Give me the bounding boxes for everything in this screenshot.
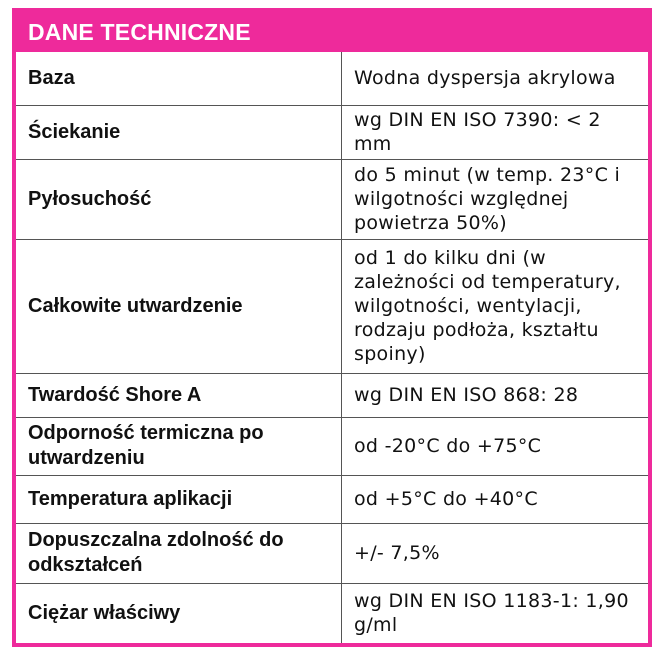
row-value: Wodna dyspersja akrylowa bbox=[342, 52, 649, 105]
row-label: Ciężar właściwy bbox=[16, 583, 342, 643]
row-value: od -20°C do +75°C bbox=[342, 417, 649, 475]
row-value: od +5°C do +40°C bbox=[342, 475, 649, 523]
row-label: Twardość Shore A bbox=[16, 373, 342, 417]
row-label: Pyłosuchość bbox=[16, 159, 342, 239]
table-row bbox=[16, 159, 648, 239]
table-row bbox=[16, 417, 648, 475]
row-value: do 5 minut (w temp. 23°C i wilgotności względnej powietrza 50%) bbox=[342, 159, 649, 239]
row-value: +/- 7,5% bbox=[342, 523, 649, 583]
row-value: wg DIN EN ISO 868: 28 bbox=[342, 373, 649, 417]
row-label: Baza bbox=[16, 52, 342, 105]
table-title: DANE TECHNICZNE bbox=[16, 12, 648, 52]
table-row bbox=[16, 523, 648, 583]
row-value: wg DIN EN ISO 7390: < 2 mm bbox=[342, 105, 649, 159]
table-row bbox=[16, 583, 648, 643]
row-label: Temperatura aplikacji bbox=[16, 475, 342, 523]
row-label: Odporność termiczna po utwardzeniu bbox=[16, 417, 342, 475]
table-row bbox=[16, 373, 648, 417]
table-row bbox=[16, 105, 648, 159]
row-label: Ściekanie bbox=[16, 105, 342, 159]
row-value: wg DIN EN ISO 1183-1: 1,90 g/ml bbox=[342, 583, 649, 643]
table-row bbox=[16, 239, 648, 373]
table-row bbox=[16, 475, 648, 523]
row-value: od 1 do kilku dni (w zależności od temperatury, wilgotności, wentylacji, rodzaju podłoża, kształtu spoiny) bbox=[342, 239, 649, 373]
spec-table bbox=[16, 52, 648, 643]
technical-data-table bbox=[12, 8, 652, 647]
row-label: Całkowite utwardzenie bbox=[16, 239, 342, 373]
row-label: Dopuszczalna zdolność do odkształceń bbox=[16, 523, 342, 583]
table-row bbox=[16, 52, 648, 105]
